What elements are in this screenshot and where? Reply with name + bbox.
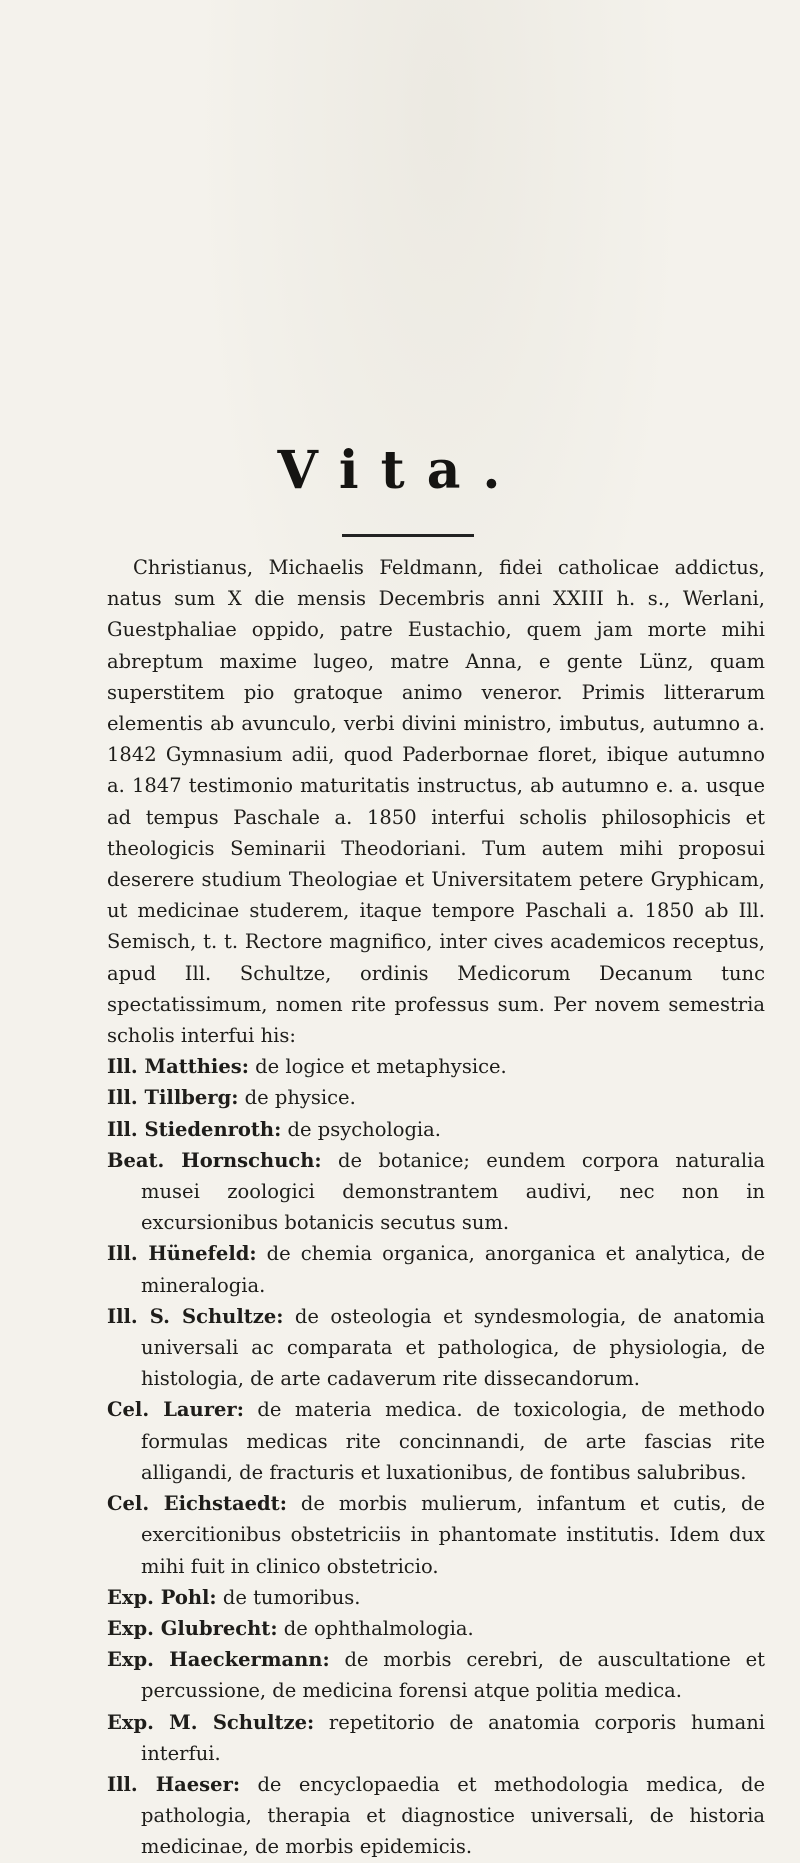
lecturer-entry bbox=[107, 1582, 765, 1613]
lecturer-subjects: de ophthalmologia. bbox=[283, 1616, 474, 1640]
lecturer-name: Ill. Matthies: bbox=[107, 1055, 249, 1079]
intro-paragraph: Christianus, Michaelis Feldmann, fidei catholicae addictus, natus sum X die mensis Decembris anni XXIII h. s., Werlani, Guestphaliae oppido, patre Eustachio, quem jam morte mihi abreptum maxime lugeo, matre Anna, e gente Lünz, quam superstitem pio gratoque animo veneror. Primis litterarum elementis ab avunculo, verbi divini ministro, imbutus, autumno a. 1842 Gymnasium adii, quod Paderbornae floret, ibique autumno a. 1847 testimonio maturitatis instructus, ab autumno e. a. usque ad tempus Paschale a. 1850 interfui scholis philosophicis et theologicis Seminarii Theodoriani. Tum autem mihi proposui deserere studium Theologiae et Universitatem petere Gryphicam, ut medicinae studerem, itaque tempore Paschali a. 1850 ab Ill. Semisch, t. t. Rectore magnifico, inter cives academicos receptus, apud Ill. Schultze, ordinis Medicorum Decanum tunc spectatissimum, nomen rite professus sum. Per novem semestria scholis interfui his: bbox=[107, 556, 765, 1048]
lecturer-name: Beat. Hornschuch: bbox=[107, 1148, 322, 1172]
lecturer-entry bbox=[107, 1051, 765, 1082]
lecturer-name: Exp. M. Schultze: bbox=[107, 1710, 315, 1734]
lecturer-subjects: de botanice; eundem corpora naturalia musei zoologici demonstrantem audivi, nec non in excursionibus botanicis secutus sum. bbox=[141, 1148, 766, 1235]
lecturer-subjects: de tumoribus. bbox=[222, 1585, 361, 1609]
title-rule bbox=[342, 534, 474, 537]
lecturer-list bbox=[107, 1051, 765, 1862]
lecturer-subjects: repetitorio de anatomia corporis humani interfui. bbox=[141, 1710, 765, 1765]
lecturer-name: Ill. Tillberg: bbox=[107, 1086, 239, 1110]
lecturer-entry bbox=[107, 1613, 765, 1644]
lecturer-entry bbox=[107, 1082, 765, 1113]
lecturer-name: Cel. Laurer: bbox=[107, 1398, 244, 1422]
lecturer-subjects: de logice et metaphysice. bbox=[255, 1055, 507, 1079]
lecturer-name: Ill. S. Schultze: bbox=[107, 1304, 284, 1328]
document-body bbox=[107, 552, 765, 1863]
lecturer-subjects: de encyclopaedia et methodologia medica, de pathologia, therapia et diagnostice universali, de historia medicinae, de morbis epidemicis. bbox=[141, 1772, 766, 1859]
lecturer-entry bbox=[107, 1394, 765, 1488]
lecturer-entry bbox=[107, 1145, 765, 1239]
lecturer-subjects: de morbis mulierum, infantum et cutis, de exercitionibus obstetriciis in phantomate institutis. Idem dux mihi fuit in clinico obstetricio. bbox=[141, 1492, 765, 1578]
lecturer-entry bbox=[107, 1488, 765, 1582]
page-title: Vita. bbox=[277, 440, 523, 501]
lecturer-name: Cel. Eichstaedt: bbox=[107, 1492, 287, 1516]
lecturer-name: Exp. Haeckermann: bbox=[107, 1648, 330, 1672]
lecturer-subjects: de osteologia et syndesmologia, de anatomia universali ac comparata et pathologica, de physiologia, de histologia, de arte cadaverum rite dissecandorum. bbox=[141, 1304, 765, 1391]
lecturer-subjects: de chemia organica, anorganica et analytica, de mineralogia. bbox=[141, 1242, 765, 1297]
lecturer-entry bbox=[107, 1707, 765, 1769]
lecturer-entry bbox=[107, 1301, 765, 1395]
lecturer-entry bbox=[107, 1644, 765, 1706]
lecturer-entry bbox=[107, 1769, 765, 1863]
lecturer-name: Exp. Pohl: bbox=[107, 1585, 217, 1609]
lecturer-entry bbox=[107, 1114, 765, 1145]
lecturer-subjects: de psychologia. bbox=[287, 1117, 441, 1141]
lecturer-subjects: de physice. bbox=[244, 1086, 356, 1110]
lecturer-subjects: de morbis cerebri, de auscultatione et percussione, de medicina forensi atque politia medica. bbox=[141, 1648, 765, 1703]
lecturer-subjects: de materia medica. de toxicologia, de methodo formulas medicas rite concinnandi, de arte fascias rite alligandi, de fracturis et luxationibus, de fontibus salubribus. bbox=[141, 1398, 765, 1484]
lecturer-name: Exp. Glubrecht: bbox=[107, 1616, 278, 1640]
lecturer-entry bbox=[107, 1238, 765, 1300]
lecturer-name: Ill. Stiedenroth: bbox=[107, 1117, 282, 1141]
lecturer-name: Ill. Haeser: bbox=[107, 1772, 241, 1796]
lecturer-name: Ill. Hünefeld: bbox=[107, 1242, 257, 1266]
